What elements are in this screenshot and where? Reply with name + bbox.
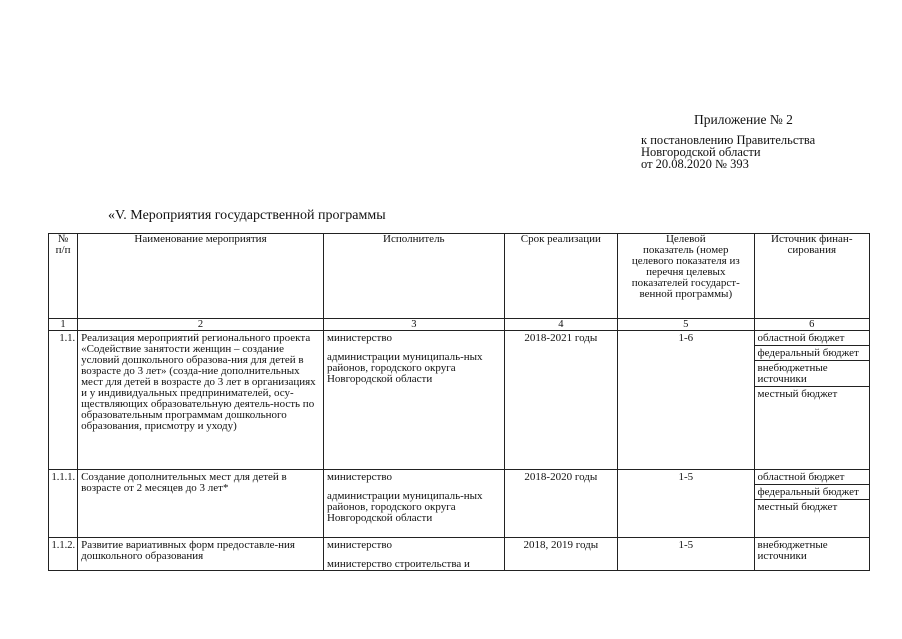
measure-name: Развитие вариативных форм предоставле-ния дошкольного образования — [78, 538, 324, 571]
table-row — [49, 538, 870, 571]
row-index: 1.1.2. — [49, 538, 78, 571]
executors-cell — [323, 470, 504, 538]
header-cell: Целевой показатель (номер целевого показателя из перечня целевых показателей государст- венной программы) — [618, 234, 754, 319]
executors-cell — [323, 331, 504, 470]
row-index: 1.1. — [49, 331, 78, 470]
header-cell: Наименование мероприятия — [78, 234, 324, 319]
executor: министерство — [326, 471, 392, 483]
funding-source: местный бюджет — [757, 501, 838, 513]
section-title: «V. Мероприятия государственной программы — [108, 208, 386, 223]
executor: министерство строительства и — [326, 558, 470, 570]
executor: администрации муниципаль-ных районов, городского округа Новгородской области — [326, 490, 483, 524]
table-row — [49, 470, 870, 538]
period-cell: 2018-2020 годы — [504, 470, 617, 538]
funding-source: областной бюджет — [755, 331, 869, 346]
funding-source: федеральный бюджет — [755, 485, 869, 500]
appendix-line: к постановлению Правительства — [641, 133, 816, 147]
column-number: 3 — [323, 319, 504, 331]
column-number: 1 — [49, 319, 78, 331]
funding-source: внебюджетные источники — [755, 361, 869, 387]
funding-source: областной бюджет — [755, 470, 869, 485]
target-cell: 1-6 — [618, 331, 754, 470]
header-cell: Источник финан- сирования — [754, 234, 869, 319]
executors-cell — [323, 538, 504, 571]
funding-source: федеральный бюджет — [755, 346, 869, 361]
row-index: 1.1.1. — [49, 470, 78, 538]
executor: администрации муниципаль-ных районов, городского округа Новгородской области — [326, 351, 483, 385]
sources-cell — [754, 538, 869, 571]
appendix-title: Приложение № 2 — [694, 112, 793, 127]
column-number: 6 — [754, 319, 869, 331]
sources-cell — [754, 331, 869, 470]
measures-table — [48, 233, 870, 571]
sources-cell — [754, 470, 869, 538]
table-row — [49, 331, 870, 470]
header-cell: Срок реализации — [504, 234, 617, 319]
header-cell: Исполнитель — [323, 234, 504, 319]
column-number: 5 — [618, 319, 754, 331]
executor: министерство — [326, 332, 392, 344]
executor: министерство — [326, 539, 392, 551]
appendix-line: от 20.08.2020 № 393 — [641, 157, 749, 171]
header-cell: № п/п — [49, 234, 78, 319]
funding-source: внебюджетные источники — [757, 539, 828, 562]
funding-source: местный бюджет — [757, 388, 838, 400]
period-cell: 2018, 2019 годы — [504, 538, 617, 571]
period-cell: 2018-2021 годы — [504, 331, 617, 470]
appendix-line: Новгородской области — [641, 145, 761, 159]
table-header-row — [49, 234, 870, 319]
measure-name: Создание дополнительных мест для детей в возрасте от 2 месяцев до 3 лет* — [78, 470, 324, 538]
appendix-block — [641, 114, 891, 170]
target-cell: 1-5 — [618, 470, 754, 538]
column-number: 4 — [504, 319, 617, 331]
column-number: 2 — [78, 319, 324, 331]
column-number-row — [49, 319, 870, 331]
measure-name: Реализация мероприятий регионального проекта «Содействие занятости женщин – создание условий дошкольного образова-ния для детей в возрасте до 3 лет» (созда-ние дополнительных мест для детей в возрасте до 3 лет в организациях и у индивидуальных предпринимателей, осу-ществляющих образовательную деятель-ность по образовательным программам дошкольного образования, присмотру и уходу) — [78, 331, 324, 470]
target-cell: 1-5 — [618, 538, 754, 571]
